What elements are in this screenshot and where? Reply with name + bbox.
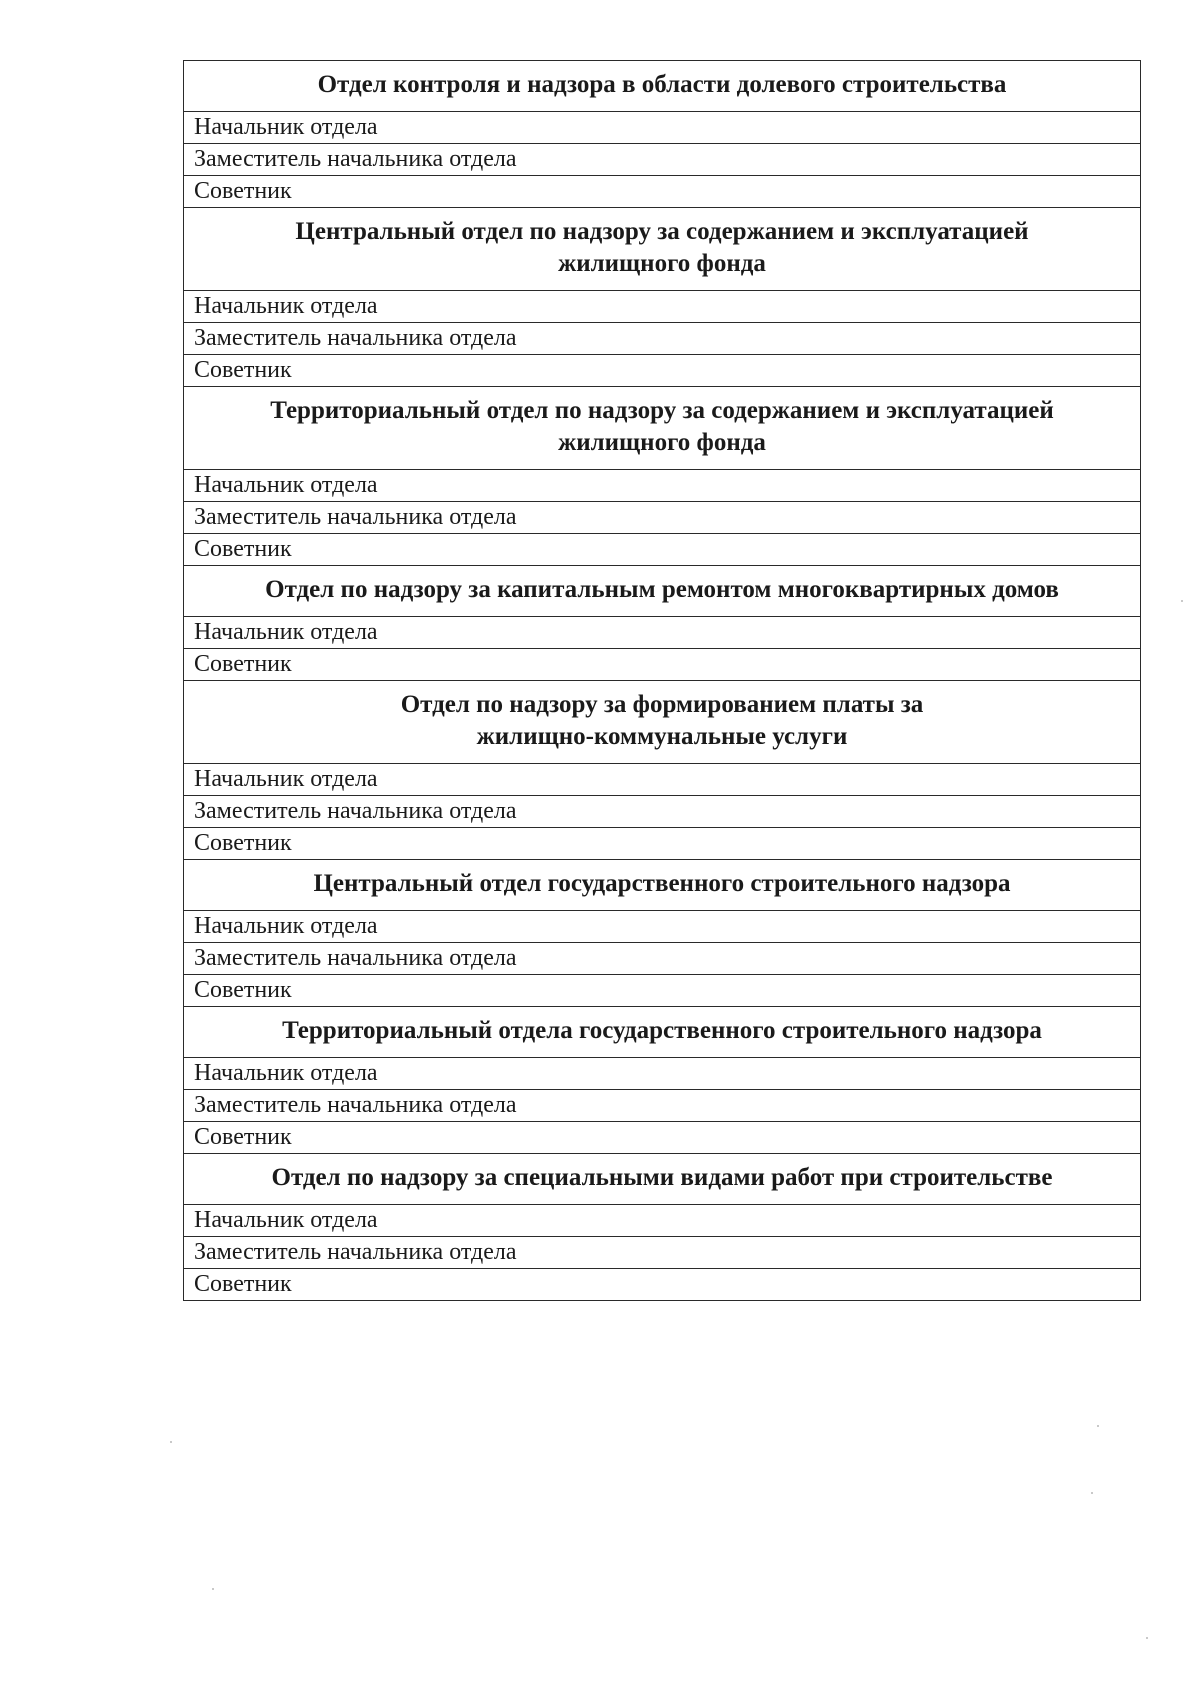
department-title-line: Отдел контроля и надзора в области долевого строительства [317,71,1007,98]
department-title [184,566,1140,617]
department-title [184,860,1140,911]
position-row: Начальник отдела [184,617,1140,649]
position-row: Советник [184,534,1140,566]
scan-speck [212,1588,214,1590]
position-row: Советник [184,1269,1140,1301]
department-title-line: жилищного фонда [558,429,766,456]
position-row: Начальник отдела [184,764,1140,796]
department-title [184,208,1140,291]
position-row: Советник [184,975,1140,1007]
scan-speck [1146,1637,1148,1639]
department-title-line: Центральный отдел по надзору за содержанием и эксплуатацией [295,218,1029,245]
position-row: Заместитель начальника отдела [184,796,1140,828]
position-row: Заместитель начальника отдела [184,1090,1140,1122]
position-row: Заместитель начальника отдела [184,323,1140,355]
position-row: Заместитель начальника отдела [184,943,1140,975]
department-title-line: Центральный отдел государственного строительного надзора [313,870,1011,897]
department-title-line: жилищно-коммунальные услуги [476,723,848,750]
position-row: Начальник отдела [184,291,1140,323]
position-row: Заместитель начальника отдела [184,502,1140,534]
department-title [184,1007,1140,1058]
position-row: Заместитель начальника отдела [184,144,1140,176]
position-row: Советник [184,828,1140,860]
position-row: Советник [184,355,1140,387]
department-title-line: Отдел по надзору за капитальным ремонтом многоквартирных домов [265,576,1059,603]
position-row: Советник [184,649,1140,681]
department-title-line: жилищного фонда [558,250,766,277]
department-title [184,387,1140,470]
department-title [184,1154,1140,1205]
department-title [184,681,1140,764]
department-title-line: Территориальный отдела государственного строительного надзора [282,1017,1042,1044]
department-title-line: Отдел по надзору за формированием платы за [400,691,924,718]
department-title-line: Территориальный отдел по надзору за содержанием и эксплуатацией [270,397,1054,424]
position-row: Заместитель начальника отдела [184,1237,1140,1269]
position-row: Начальник отдела [184,112,1140,144]
staff-positions-table [183,60,1141,1301]
position-row: Начальник отдела [184,1205,1140,1237]
position-row: Советник [184,176,1140,208]
position-row: Начальник отдела [184,470,1140,502]
position-row: Начальник отдела [184,911,1140,943]
scan-speck [170,1441,172,1443]
scan-speck [1097,1425,1099,1427]
position-row: Начальник отдела [184,1058,1140,1090]
position-row: Советник [184,1122,1140,1154]
scan-speck [1091,1492,1093,1494]
department-title-line: Отдел по надзору за специальными видами работ при строительстве [271,1164,1053,1191]
department-title [184,61,1140,112]
scan-speck [1181,600,1183,602]
